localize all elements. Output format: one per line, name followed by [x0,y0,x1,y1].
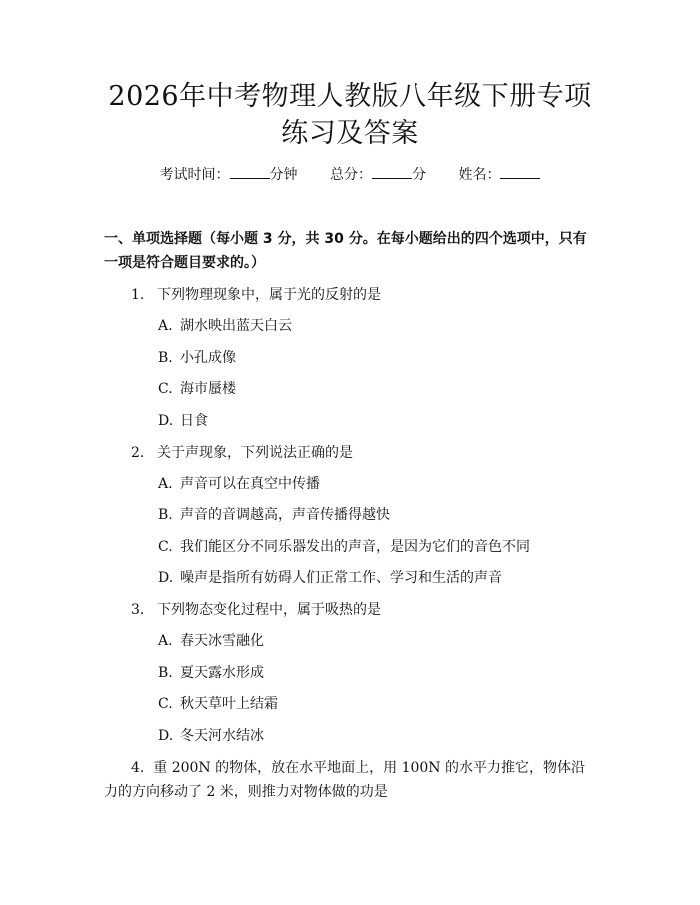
option-text: 冬天河水结冰 [180,727,264,744]
total-score-blank[interactable] [372,164,412,179]
question-stem [104,756,596,804]
option-b[interactable] [104,503,596,527]
option-letter: B. [158,664,173,681]
exam-time-field [160,164,298,185]
option-c[interactable] [104,535,596,559]
question-stem [104,283,596,307]
option-text: 海市蜃楼 [180,381,236,397]
option-text: 声音的音调越高，声音传播得越快 [180,507,390,523]
question-text: 下列物态变化过程中，属于吸热的是 [157,602,381,618]
question-4 [104,756,596,804]
question-stem [104,598,596,622]
name-label: 姓名： [458,167,501,183]
option-text: 噪声是指所有妨碍人们正常工作、学习和生活的声音 [180,570,502,586]
option-text: 我们能区分不同乐器发出的声音，是因为它们的音色不同 [180,538,530,555]
option-letter: C. [158,696,173,712]
section-heading-single-choice: 一、单项选择题（每小题 3 分，共 30 分。在每小题给出的四个选项中，只有一项是符合题目要求的。） [104,231,587,271]
option-letter: C. [158,538,173,555]
option-d[interactable] [104,724,596,748]
question-number: 1. [131,287,145,303]
exam-time-blank[interactable] [230,164,270,179]
option-list [104,472,596,591]
exam-info-line [104,164,596,185]
option-letter: B. [158,349,173,366]
option-a[interactable] [104,472,596,496]
total-score-label: 总分： [330,167,372,183]
option-text: 夏天露水形成 [180,664,264,681]
exam-time-label: 考试时间： [159,167,230,183]
name-blank[interactable] [500,164,540,179]
option-text: 秋天草叶上结霜 [180,696,278,712]
question-number: 3. [131,602,145,618]
question-1 [104,283,596,433]
total-score-unit: 分 [412,167,426,183]
option-text: 湖水映出蓝天白云 [180,318,292,334]
option-letter: D. [158,727,174,744]
option-letter: A. [158,633,173,649]
option-a[interactable] [104,629,596,653]
option-letter: C. [158,381,173,397]
option-d[interactable] [104,566,596,590]
option-letter: D. [158,412,174,429]
option-text: 日食 [180,412,208,429]
question-stem [104,441,596,465]
question-3 [104,598,596,748]
option-list [104,314,596,433]
name-field [458,164,540,185]
question-2 [104,441,596,591]
option-c[interactable] [104,377,596,401]
question-number: 4. [131,759,145,776]
option-c[interactable] [104,692,596,716]
document-title: 2026年中考物理人教版八年级下册专项练习及答案 [108,81,592,149]
question-text: 关于声现象，下列说法正确的是 [157,444,353,461]
question-text: 下列物理现象中，属于光的反射的是 [157,287,381,303]
option-letter: A. [158,475,173,492]
question-text: 重 200N 的物体，放在水平地面上，用 100N 的水平力推它，物体沿力的方向移动了 2 米，则推力对物体做的功是 [104,759,586,800]
option-text: 春天冰雪融化 [180,633,264,649]
option-letter: B. [158,507,173,523]
option-letter: A. [158,318,173,334]
exam-time-unit: 分钟 [269,167,298,183]
option-text: 声音可以在真空中传播 [180,475,320,492]
option-text: 小孔成像 [180,349,236,366]
option-b[interactable] [104,346,596,370]
option-a[interactable] [104,314,596,338]
option-letter: D. [158,570,174,586]
option-list [104,629,596,748]
option-d[interactable] [104,409,596,433]
option-b[interactable] [104,661,596,685]
total-score-field [330,164,426,185]
question-number: 2. [131,444,145,461]
